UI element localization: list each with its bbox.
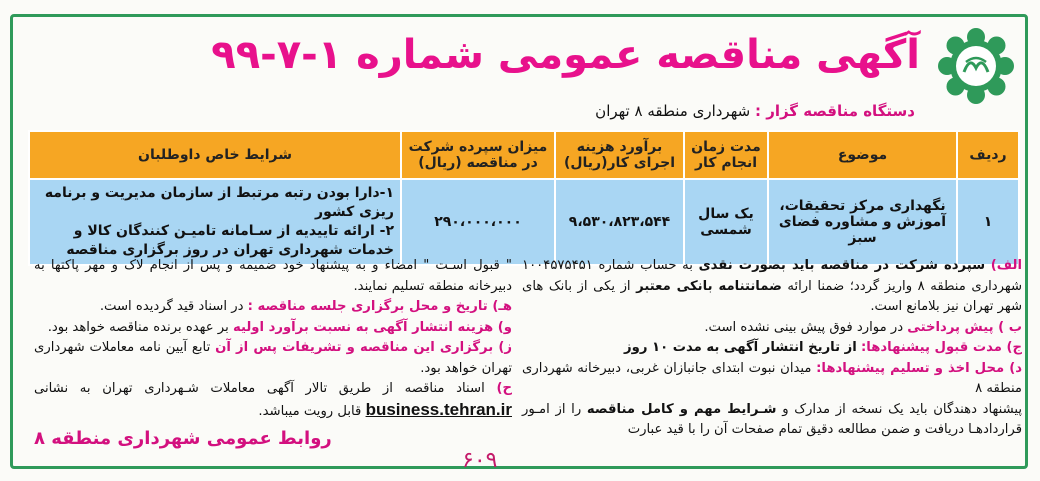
clause-a-text-1: به حساب شماره ۱۰۰۴۵۷۵۴۵۱ شهرداری منطقه ۸ واریز گردد؛ ضمنا ارائه: [522, 258, 1023, 294]
clause-h2-text: اسناد مناقصه از طریق تالار آگهی معاملات شـهرداری تهران به نشانی: [34, 381, 485, 396]
clause-d-text: میدان نبوت ابتدای جانبازان غربی، دبیرخانه شهرداری منطقه ۸: [522, 360, 1022, 396]
issuer-value: شهرداری منطقه ۸ تهران: [595, 102, 751, 120]
clause-b-text: در موارد فوق پیش بینی نشده است.: [704, 319, 904, 335]
clause-a: [522, 256, 1022, 318]
tender-table: [28, 130, 1020, 266]
clause-z-text: تابع آیین نامه معاملات شهرداری تهران خواهد بود.: [34, 340, 512, 376]
documents-text-1: پیشنهاد دهندگان باید یک نسخه از مدارک و: [782, 401, 1022, 417]
cell-subject: نگهداری مرکز تحقیقات، آموزش و مشاوره فضای سبز: [768, 179, 957, 265]
clause-d-title: د) محل اخذ و تسلیم پیشنهادها:: [816, 360, 1022, 376]
condition-2: ۲- ارائه تاییدیه از سـامانه تامیـن کنندگان کالا و خدمات شهرداری تهران در روز برگزاری مناقصه: [66, 223, 394, 258]
col-header-duration: مدت زمان انجام کار: [684, 131, 768, 179]
handwritten-number: ۶۰۹: [462, 448, 498, 473]
clause-v-title: و) هزینه انتشار آگهی به نسبت برآورد اولیه: [232, 319, 512, 335]
right-column: [522, 256, 1022, 441]
clause-h-text: در اسناد قید گردیده است.: [99, 299, 244, 314]
tehran-municipality-logo: [936, 26, 1016, 106]
clause-j-text: از تاریخ انتشار آگهی به مدت ۱۰ روز: [624, 340, 857, 355]
clause-h2: [34, 379, 512, 422]
acceptance-text: " قبول اسـت " امضاء و به پیشنهاد خود ضمیمه و پس از انجام لاک و مهر پاکتها به دبیرخانه منطقه تسلیم نمایند.: [34, 258, 512, 294]
clause-h-title: هـ) تاریخ و محل برگزاری جلسه مناقصه :: [247, 299, 512, 314]
col-header-estimate: برآورد هزینه اجرای کار(ریال): [555, 131, 684, 179]
clause-z: [34, 338, 512, 379]
col-header-conditions: شرایط خاص داوطلبان: [29, 131, 401, 179]
clause-z-title: ز) برگزاری این مناقصه و تشریفات پس از آن: [215, 340, 512, 355]
clause-j: [522, 338, 1022, 359]
cell-duration: یک سال شمسی: [684, 179, 768, 265]
condition-1: ۱-دارا بودن رتبه مرتبط از سازمان مدیریت و برنامه ریزی کشور: [44, 185, 394, 220]
clause-h2-tail: قابل رویت میباشد.: [258, 403, 362, 419]
business-site-link[interactable]: business.tehran.ir: [365, 399, 512, 419]
table-header-row: [29, 131, 1019, 179]
col-header-row-no: ردیف: [957, 131, 1019, 179]
issuer-label: دستگاه مناقصه گزار :: [754, 102, 915, 120]
cell-estimate: ۹،۵۳۰،۸۲۳،۵۴۴: [555, 179, 684, 265]
documents-conditions: شـرایط مهم و کامل مناقصه: [586, 401, 777, 417]
clause-a-bank-guarantee: ضمانتنامه بانکی معتبر: [636, 278, 782, 294]
clause-b: [522, 318, 1022, 339]
clause-j-title: ج) مدت قبول پیشنهادها:: [861, 340, 1022, 355]
title-prefix: آگهی مناقصه عمومی شماره: [356, 32, 920, 78]
cell-deposit: ۲۹۰،۰۰۰،۰۰۰: [401, 179, 555, 265]
documents-text-2: را از امـور قراردادهـا دریافت و ضمن مطالعه دقیق تمام صفحات آن را با قید عبارت: [522, 401, 1022, 437]
table-row: [29, 179, 1019, 265]
issuer: [595, 102, 915, 120]
clause-documents: [522, 400, 1022, 441]
clause-h: [34, 297, 512, 318]
clause-a-label: الف): [990, 258, 1022, 273]
page-title: [211, 32, 920, 78]
clause-b-title: ب ) پیش پرداختی: [907, 319, 1022, 335]
tender-number: ۱-۷-۹۹: [211, 32, 343, 78]
footer-public-relations: روابط عمومی شهرداری منطقه ۸: [34, 428, 332, 449]
left-column: [34, 256, 512, 422]
clause-h2-title: ح): [496, 381, 512, 396]
col-header-deposit: میزان سپرده شرکت در مناقصه (ریال): [401, 131, 555, 179]
cell-row-no: ۱: [957, 179, 1019, 265]
col-header-subject: موضوع: [768, 131, 957, 179]
clause-v-text: بر عهده برنده مناقصه خواهد بود.: [47, 319, 229, 335]
clause-a-title: سپرده شرکت در مناقصه باید بصورت نقدی: [698, 258, 986, 273]
clause-d: [522, 359, 1022, 400]
clause-v: [34, 318, 512, 339]
clause-a-text-2: از یکی از بانک های شهر تهران نیز بلامانع است.: [522, 278, 1022, 314]
cell-conditions: [29, 179, 401, 265]
